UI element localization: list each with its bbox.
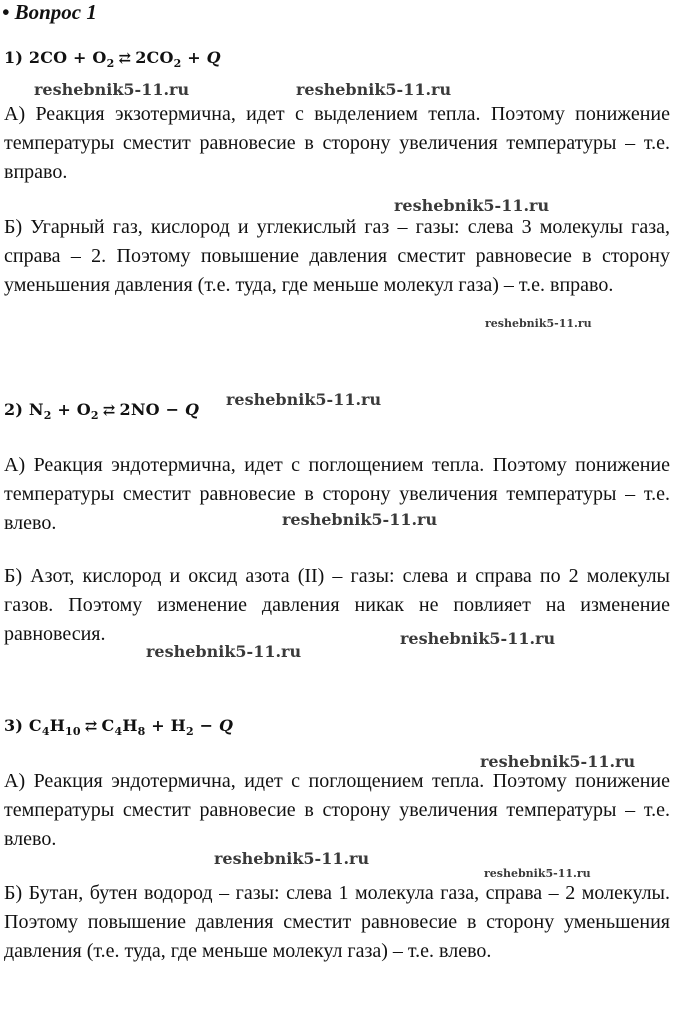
- reaction-2-part-b: Б) Азот, кислород и оксид азота (II) – газы: слева и справа по 2 молекулы газов. Поэтому изменение давления никак не повлияет на изменение равновесия.: [4, 565, 670, 645]
- equation-1-number: 1): [4, 48, 24, 67]
- equation-3: 3) $C_4H_{10}$ ⇄ $C_4H_8 + H_2 - Q$: [4, 716, 234, 739]
- reaction-1-part-b: Б) Угарный газ, кислород и углекислый газ – газы: слева 3 молекулы газа, справа – 2. Поэтому повышение давления сместит равновесие в сторону уменьшения давления (т.е. туда, где меньше молекул газа) – т.е. вправо.: [4, 216, 670, 296]
- watermark: reshebnik5-11.ru: [146, 642, 302, 661]
- equation-2-number: 2): [4, 400, 24, 419]
- reaction-3-part-b: Б) Бутан, бутен водород – газы: слева 1 молекула газа, справа – 2 молекулы. Поэтому повышение давления сместит равновесие в сторону уменьшения давления (т.е. туда, где меньше молекул газа) – т.е. влево.: [4, 882, 670, 962]
- equation-2: 2) $N_2 + O_2$ ⇄ 2NO − Q: [4, 400, 200, 423]
- watermark: reshebnik5-11.ru: [400, 629, 556, 648]
- watermark: reshebnik5-11.ru: [34, 80, 190, 99]
- watermark: reshebnik5-11.ru: [485, 317, 592, 330]
- equilibrium-arrow-icon: ⇄: [102, 401, 116, 419]
- watermark: reshebnik5-11.ru: [480, 752, 636, 771]
- watermark: reshebnik5-11.ru: [296, 80, 452, 99]
- watermark: reshebnik5-11.ru: [484, 867, 591, 880]
- reaction-1-part-a: А) Реакция экзотермична, идет с выделением тепла. Поэтому понижение температуры сместит равновесие в сторону увеличения температуры – т.е. вправо.: [4, 103, 670, 183]
- reaction-2-part-a: А) Реакция эндотермична, идет с поглощением тепла. Поэтому понижение температуры сместит равновесие в сторону увеличения температуры – т.е. влево.: [4, 454, 670, 534]
- watermark: reshebnik5-11.ru: [282, 510, 438, 529]
- question-heading: • Вопрос 1: [2, 0, 97, 24]
- watermark: reshebnik5-11.ru: [214, 849, 370, 868]
- watermark: reshebnik5-11.ru: [226, 390, 382, 409]
- equation-1: 1) $2CO + O_2$ ⇄ $2CO_2 + Q$: [4, 48, 221, 71]
- reaction-3-part-a: А) Реакция эндотермична, идет с поглощением тепла. Поэтому понижение температуры сместит равновесие в сторону увеличения температуры – т.е. влево.: [4, 770, 670, 850]
- equilibrium-arrow-icon: ⇄: [84, 717, 98, 735]
- equilibrium-arrow-icon: ⇄: [118, 49, 132, 67]
- watermark: reshebnik5-11.ru: [394, 196, 550, 215]
- equation-3-number: 3): [4, 716, 24, 735]
